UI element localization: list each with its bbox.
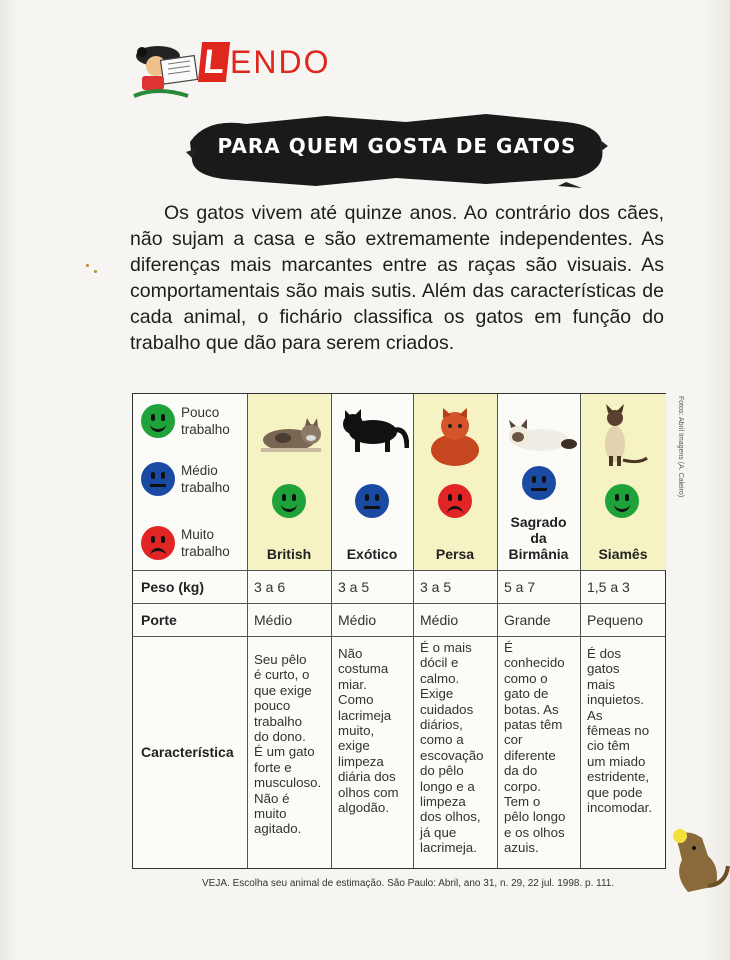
desc-line: inquietos. (587, 692, 644, 708)
neutral-face-icon (141, 462, 175, 496)
breed-name: Persa (435, 546, 475, 562)
desc-line: da do (504, 763, 538, 779)
breed-header-exotico (331, 394, 413, 570)
breed-name: British (266, 546, 312, 562)
porte-siames: Pequeno (587, 612, 644, 628)
legend-label: trabalho (181, 422, 230, 437)
photo-credit: Fotos: Abril Imagens (A. Caleiro) (677, 396, 684, 498)
legend-low-effort (141, 404, 230, 438)
desc-line: miar. (338, 676, 367, 692)
legend-high-effort (141, 526, 230, 560)
desc-line: cor (504, 732, 523, 748)
breed-header-siames (580, 394, 666, 570)
desc-line: As (587, 707, 603, 723)
logo-text: ENDO (230, 43, 331, 80)
desc-sagrado-birmania (504, 640, 565, 856)
desc-line: algodão. (338, 800, 390, 816)
row-label-porte: Porte (141, 612, 177, 628)
breed-name: Exótico (346, 546, 398, 562)
desc-line: Não (338, 646, 363, 661)
desc-line: muito, (338, 723, 375, 739)
logo-letter: L (198, 42, 230, 82)
breed-name-line: da (530, 530, 547, 546)
desc-line: escovação (420, 747, 484, 763)
print-speck (86, 264, 89, 267)
desc-exotico (338, 646, 399, 815)
breed-name-line: Birmânia (508, 546, 569, 562)
desc-line: patas têm (504, 717, 563, 733)
desc-persa (420, 640, 484, 856)
desc-line: É o mais (420, 640, 472, 655)
section-logo (200, 40, 330, 84)
legend-label: Muito (181, 527, 215, 542)
desc-line: É um gato (254, 744, 315, 760)
happy-face-icon (141, 404, 175, 438)
page-title: PARA QUEM GOSTA DE GATOS (217, 134, 577, 158)
desc-line: como o (504, 670, 548, 686)
desc-line: um miado (587, 753, 646, 769)
desc-line: longo e a (420, 778, 475, 794)
desc-line: conhecido (504, 655, 565, 671)
reading-kid-icon (128, 40, 204, 100)
intro-text: Os gatos vivem até quinze anos. Ao contrário dos cães, não sujam a casa e são extremamente independentes. As diferenças mais marcantes entre as raças são visuais. As comportamentais são mais sutis. Além das características de cada animal, o fichário classifica os gatos em função do trabalho que dão para serem criados. (130, 202, 664, 354)
legend-label: Pouco (181, 405, 220, 420)
desc-line: fêmeas no (587, 723, 650, 739)
porte-persa: Médio (420, 612, 459, 628)
desc-line: diários, (420, 717, 463, 733)
desc-line: Não é (254, 790, 290, 806)
breed-name-line: Sagrado (510, 514, 567, 530)
desc-line: do dono. (254, 729, 306, 745)
cartoon-cat-icon (668, 826, 730, 896)
desc-line: musculoso. (254, 775, 322, 791)
desc-line: mais (587, 676, 616, 692)
col-divider (413, 394, 414, 868)
col-divider (247, 394, 248, 868)
desc-line: lacrimeja. (420, 840, 477, 856)
desc-siames (587, 646, 652, 815)
desc-line: olhos com (338, 784, 399, 800)
desc-line: calmo. (420, 670, 460, 686)
porte-exotico: Médio (338, 612, 377, 628)
desc-line: exige (338, 738, 370, 754)
desc-line: lacrimeja (338, 707, 392, 723)
peso-exotico: 3 a 5 (338, 579, 370, 595)
row-label-peso: Peso (kg) (141, 579, 205, 595)
desc-line: diária dos (338, 769, 396, 785)
desc-line: azuis. (504, 840, 539, 856)
legend-label: trabalho (181, 544, 230, 559)
desc-line: cio têm (587, 738, 630, 754)
desc-line: diferente (504, 747, 556, 763)
row-divider (133, 570, 665, 571)
desc-line: como a (420, 732, 464, 748)
desc-line: cuidados (420, 701, 474, 717)
desc-line: que exige (254, 682, 312, 698)
row-divider (133, 603, 665, 604)
desc-line: gato de (504, 686, 549, 702)
desc-line: trabalho (254, 713, 303, 729)
breed-header-british (247, 394, 331, 570)
sad-face-icon (141, 526, 175, 560)
desc-line: e os olhos (504, 824, 565, 840)
desc-line: limpeza (420, 794, 466, 810)
row-label-caracteristica: Característica (141, 744, 234, 760)
col-divider (497, 394, 498, 868)
desc-line: muito (254, 806, 287, 822)
peso-siames: 1,5 a 3 (587, 579, 630, 595)
legend-medium-effort (141, 462, 230, 496)
intro-paragraph (130, 200, 664, 356)
desc-line: botas. As (504, 701, 559, 717)
desc-line: gatos (587, 661, 620, 677)
breed-header-sagrado-birmania (497, 394, 580, 570)
col-divider (331, 394, 332, 868)
desc-line: incomodar. (587, 800, 653, 816)
desc-line: já que (420, 824, 457, 840)
desc-line: É (504, 640, 513, 655)
desc-line: corpo. (504, 778, 541, 794)
porte-british: Médio (254, 612, 293, 628)
desc-line: dos olhos, (420, 809, 481, 825)
breed-name: Siamês (598, 546, 648, 562)
desc-line: Exige (420, 686, 454, 702)
desc-line: agitado. (254, 821, 302, 837)
breed-name (497, 514, 580, 562)
desc-line: que pode (587, 784, 643, 800)
desc-line: Tem o (504, 794, 541, 810)
desc-line: costuma (338, 661, 389, 677)
peso-sagrado-birmania: 5 a 7 (504, 579, 536, 595)
cat-breeds-table (132, 393, 666, 869)
print-speck (94, 270, 97, 273)
desc-line: estridente, (587, 769, 650, 785)
desc-line: Como (338, 692, 374, 708)
col-divider (580, 394, 581, 868)
legend-label: Médio (181, 463, 218, 478)
desc-line: dócil e (420, 655, 459, 671)
desc-line: Seu pêlo (254, 652, 307, 667)
desc-line: pouco (254, 698, 291, 714)
desc-line: limpeza (338, 753, 384, 769)
desc-line: forte e (254, 759, 292, 775)
row-divider (133, 636, 665, 637)
peso-british: 3 a 6 (254, 579, 286, 595)
porte-sagrado-birmania: Grande (504, 612, 551, 628)
desc-line: pêlo longo (504, 809, 566, 825)
desc-line: É dos (587, 646, 622, 661)
desc-british (254, 652, 321, 837)
desc-line: do pêlo (420, 763, 464, 779)
source-citation: VEJA. Escolha seu animal de estimação. São Paulo: Abril, ano 31, n. 29, 22 jul. 1998. p. 111. (202, 878, 615, 889)
desc-line: é curto, o (254, 667, 310, 683)
breed-header-persa (413, 394, 497, 570)
peso-persa: 3 a 5 (420, 579, 452, 595)
legend-label: trabalho (181, 480, 230, 495)
